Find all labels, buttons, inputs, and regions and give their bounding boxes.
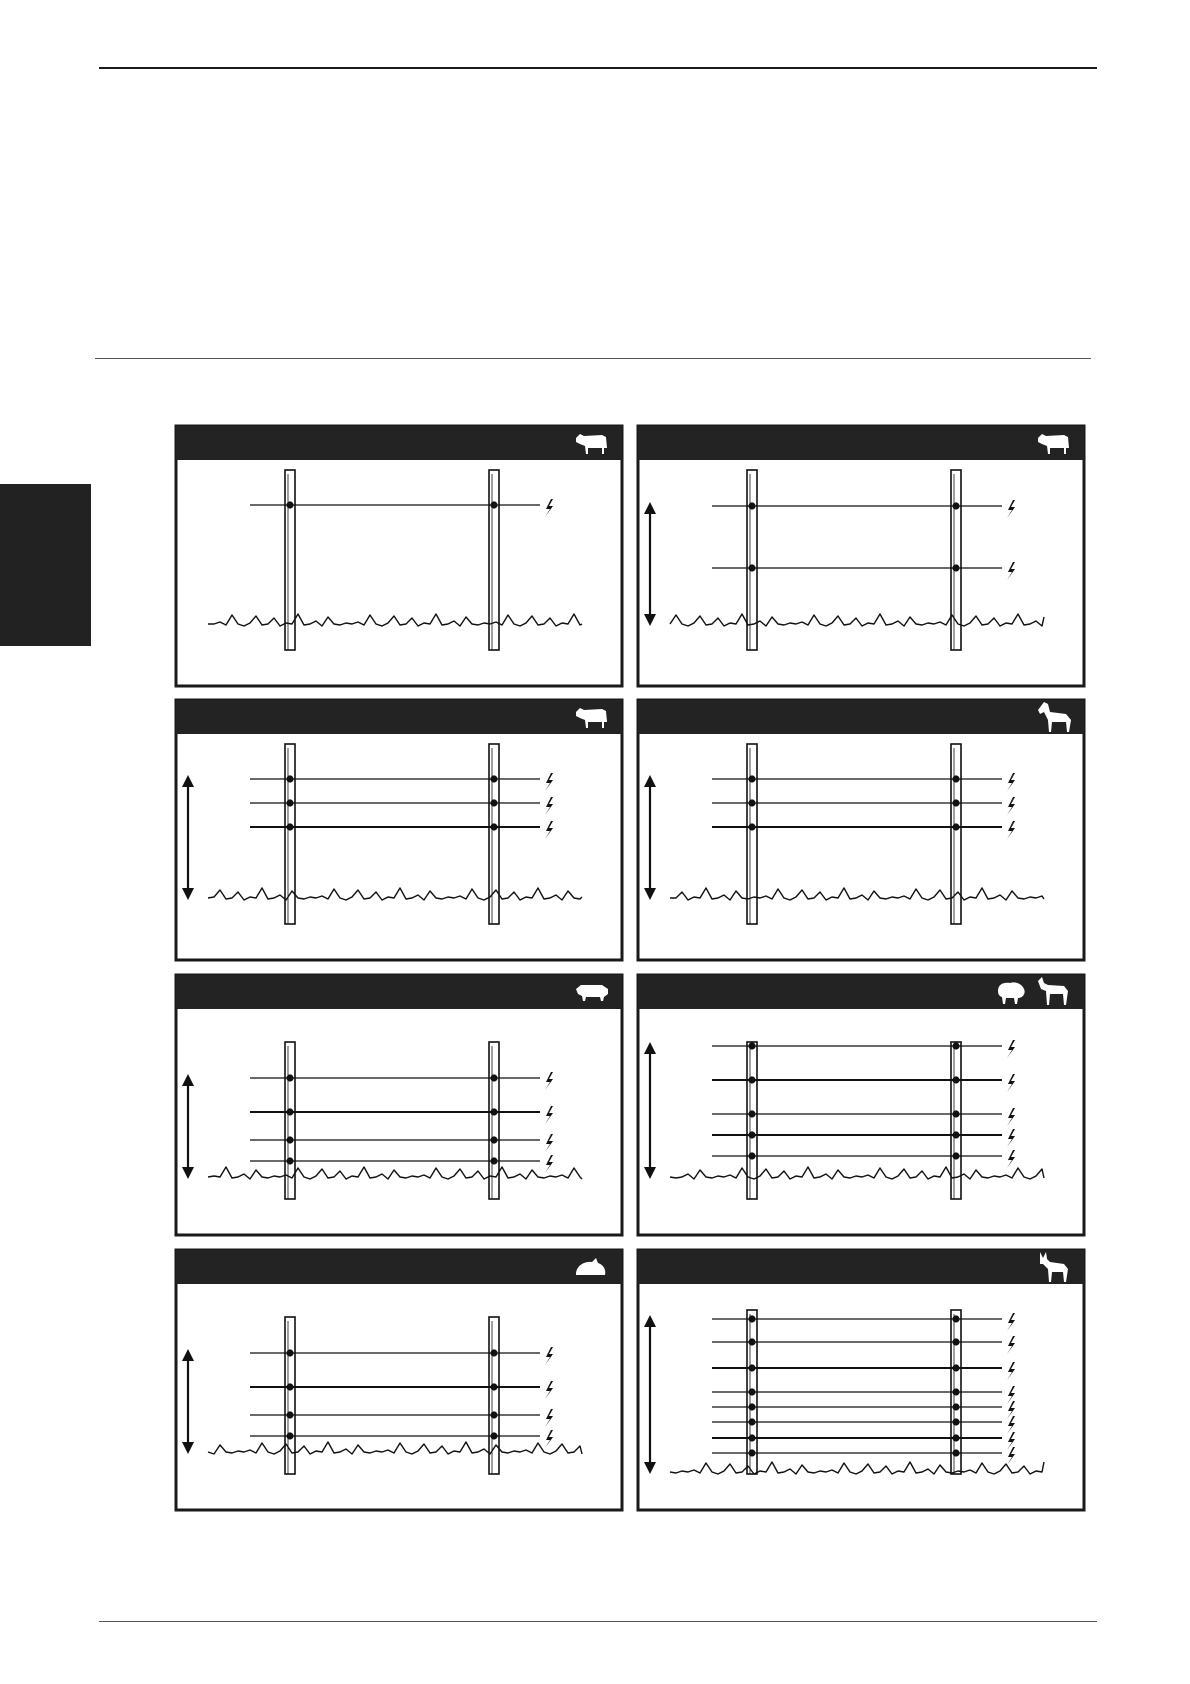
fence-post (489, 1317, 499, 1474)
insulator (490, 1411, 497, 1418)
insulator (952, 1418, 959, 1425)
panel-header (176, 1250, 622, 1284)
insulator (952, 1076, 959, 1083)
insulator (286, 1411, 293, 1418)
insulator (286, 799, 293, 806)
insulator (490, 1383, 497, 1390)
fence-panel-deer-8-wire (638, 1250, 1084, 1510)
panel-header (638, 1250, 1084, 1284)
insulator (286, 1157, 293, 1164)
insulator (748, 1418, 755, 1425)
insulator (490, 1136, 497, 1143)
insulator (952, 1364, 959, 1371)
insulator (748, 1403, 755, 1410)
fence-post (951, 1042, 961, 1199)
panel-header (638, 426, 1084, 460)
panel-frame (638, 700, 1084, 960)
panel-frame (176, 426, 622, 686)
insulator (748, 1364, 755, 1371)
insulator (748, 1338, 755, 1345)
panel-header (176, 975, 622, 1009)
insulator (952, 1434, 959, 1441)
insulator (748, 799, 755, 806)
insulator (952, 1338, 959, 1345)
insulator (490, 1108, 497, 1115)
insulator (952, 1131, 959, 1138)
insulator (490, 1349, 497, 1356)
fence-post (747, 1042, 757, 1199)
fence-panel-horse-3-wire (638, 700, 1084, 960)
insulator (952, 502, 959, 509)
insulator (952, 1388, 959, 1395)
insulator (748, 502, 755, 509)
panel-frame (638, 426, 1084, 686)
fence-panel-sheep-goat-5-wire (638, 975, 1084, 1235)
insulator (952, 823, 959, 830)
insulator (286, 775, 293, 782)
insulator (490, 775, 497, 782)
fence-panel-small-animal-4-wire (176, 1250, 622, 1510)
insulator (286, 501, 293, 508)
insulator (748, 1152, 755, 1159)
insulator (490, 501, 497, 508)
insulator (748, 1449, 755, 1456)
insulator (952, 1042, 959, 1049)
insulator (286, 1136, 293, 1143)
insulator (952, 1449, 959, 1456)
insulator (748, 1076, 755, 1083)
insulator (490, 823, 497, 830)
insulator (748, 564, 755, 571)
insulator (748, 1131, 755, 1138)
insulator (490, 1157, 497, 1164)
insulator (286, 1432, 293, 1439)
insulator (952, 799, 959, 806)
insulator (952, 1152, 959, 1159)
panel-header (638, 700, 1084, 734)
insulator (952, 1403, 959, 1410)
fence-panel-cattle-1-wire (176, 426, 622, 686)
panel-header (176, 700, 622, 734)
insulator (952, 1110, 959, 1117)
insulator (952, 1315, 959, 1322)
panel-frame (176, 700, 622, 960)
insulator (952, 775, 959, 782)
fence-panel-pig-4-wire (176, 975, 622, 1235)
panel-frame (176, 975, 622, 1235)
panel-frame (638, 975, 1084, 1235)
insulator (286, 1074, 293, 1081)
insulator (490, 799, 497, 806)
panel-frame (176, 1250, 622, 1510)
insulator (748, 823, 755, 830)
insulator (490, 1074, 497, 1081)
insulator (286, 1349, 293, 1356)
insulator (952, 564, 959, 571)
panel-header (176, 426, 622, 460)
insulator (286, 823, 293, 830)
fence-post (285, 744, 295, 924)
insulator (748, 1110, 755, 1117)
fence-post (951, 470, 961, 650)
insulator (490, 1432, 497, 1439)
insulator (748, 1388, 755, 1395)
fence-panel-cattle-3-wire (176, 700, 622, 960)
insulator (748, 1315, 755, 1322)
fence-panel-cattle-2-wire (638, 426, 1084, 686)
insulator (286, 1383, 293, 1390)
insulator (286, 1108, 293, 1115)
insulator (748, 775, 755, 782)
insulator (748, 1434, 755, 1441)
insulator (748, 1042, 755, 1049)
